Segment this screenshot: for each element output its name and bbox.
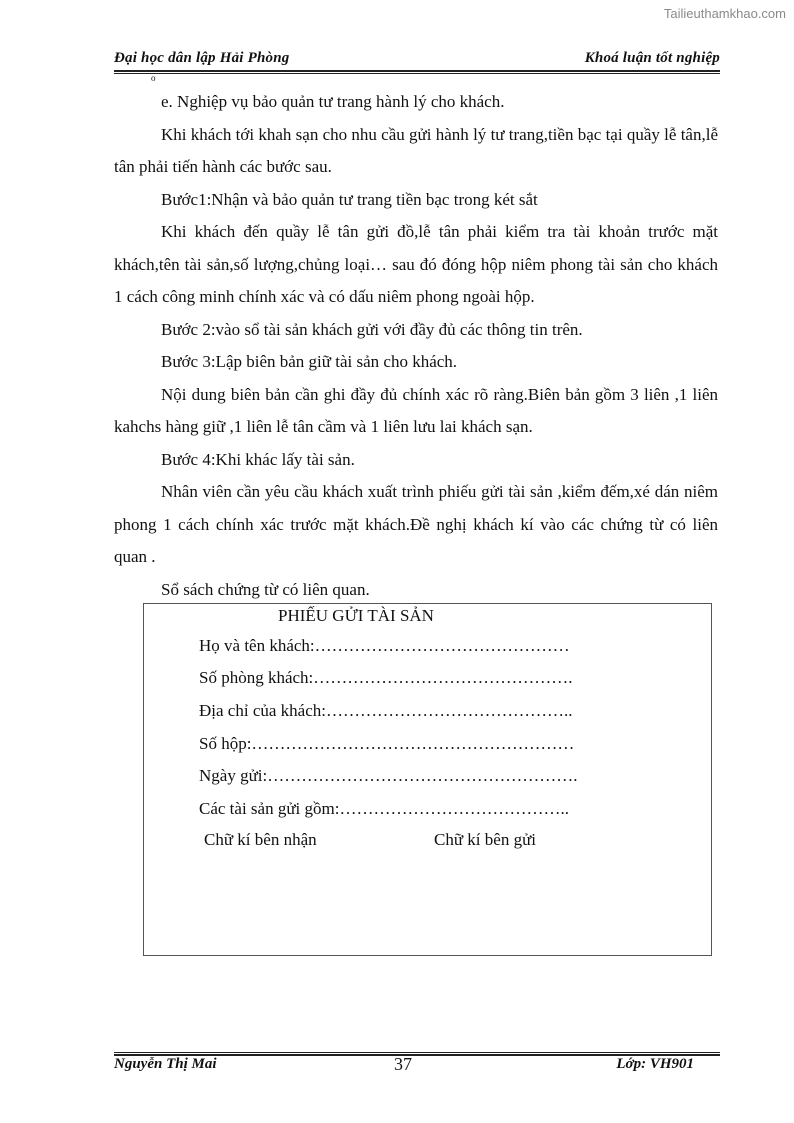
paragraph: e. Nghiệp vụ bảo quản tư trang hành lý cho khách. (161, 92, 505, 111)
deposit-form (143, 603, 712, 956)
form-field-date: Ngày gửi:………………………………………………. (199, 766, 578, 785)
paragraph: Khi khách đến quầy lễ tân gửi đồ,lễ tân phải kiểm tra tài khoản trước mặt khách,tên tài sản,số lượng,chủng loại… sau đó đóng hộp niêm phong tài sản cho khách 1 cách công minh chính xác và có dấu niêm phong ngoài hộp. (114, 222, 718, 306)
footer-author: Nguyễn Thị Mai (114, 1056, 217, 1072)
page-number: 37 (394, 1054, 412, 1074)
paragraph: Nội dung biên bản cần ghi đầy đủ chính xác rõ ràng.Biên bản gồm 3 liên ,1 liên kahchs hàng giữ ,1 liên lễ tân cầm và 1 liên lưu lai khách sạn. (114, 384, 718, 436)
form-field-room-number: Số phòng khách:………………………………………. (199, 668, 573, 687)
page-footer (114, 1056, 720, 1078)
signature-sender: Chữ kí bên gửi (434, 830, 537, 849)
signature-receiver: Chữ kí bên nhận (204, 830, 317, 849)
form-field-items: Các tài sản gửi gồm:………………………………….. (199, 799, 569, 818)
paragraph: Sổ sách chứng từ có liên quan. (161, 579, 370, 599)
form-field-box-number: Số hộp:………………………………………………… (199, 734, 575, 753)
page-header (114, 50, 720, 70)
body-text (114, 86, 718, 606)
header-rule (114, 70, 720, 74)
form-field-address: Địa chỉ của khách:…………………………………….. (199, 701, 573, 720)
paragraph: Bước 3:Lập biên bản giữ tài sản cho khách. (161, 352, 458, 371)
watermark: Tailieuthamkhao.com (663, 6, 786, 21)
header-university: Đại học dân lập Hải Phòng (114, 50, 290, 66)
paragraph: Bước 4:Khi khác lấy tài sản. (161, 449, 355, 469)
paragraph: Bước 2:vào sổ tài sản khách gửi với đầy đủ các thông tin trên. (161, 319, 583, 339)
paragraph: Khi khách tới khah sạn cho nhu cầu gửi hành lý tư trang,tiền bạc tại quầy lễ tân,lễ tân phải tiến hành các bước sau. (114, 124, 718, 176)
paragraph: Nhân viên cần yêu cầu khách xuất trình phiếu gửi tài sản ,kiểm đếm,xé dán niêm phong 1 cách chính xác trước mặt khách.Đề nghị khách kí vào các chứng từ có liên quan . (114, 482, 718, 566)
paragraph: Bước1:Nhận và bảo quản tư trang tiền bạc trong két sắt (161, 189, 538, 209)
form-field-guest-name: Họ và tên khách:……………………………………… (199, 636, 570, 655)
footer-class: Lớp: VH901 (616, 1056, 694, 1072)
small-mark: o (151, 73, 156, 83)
form-title: PHIẾU GỬI TÀI SẢN (278, 606, 434, 625)
header-thesis-label: Khoá luận tốt nghiệp (584, 50, 720, 66)
